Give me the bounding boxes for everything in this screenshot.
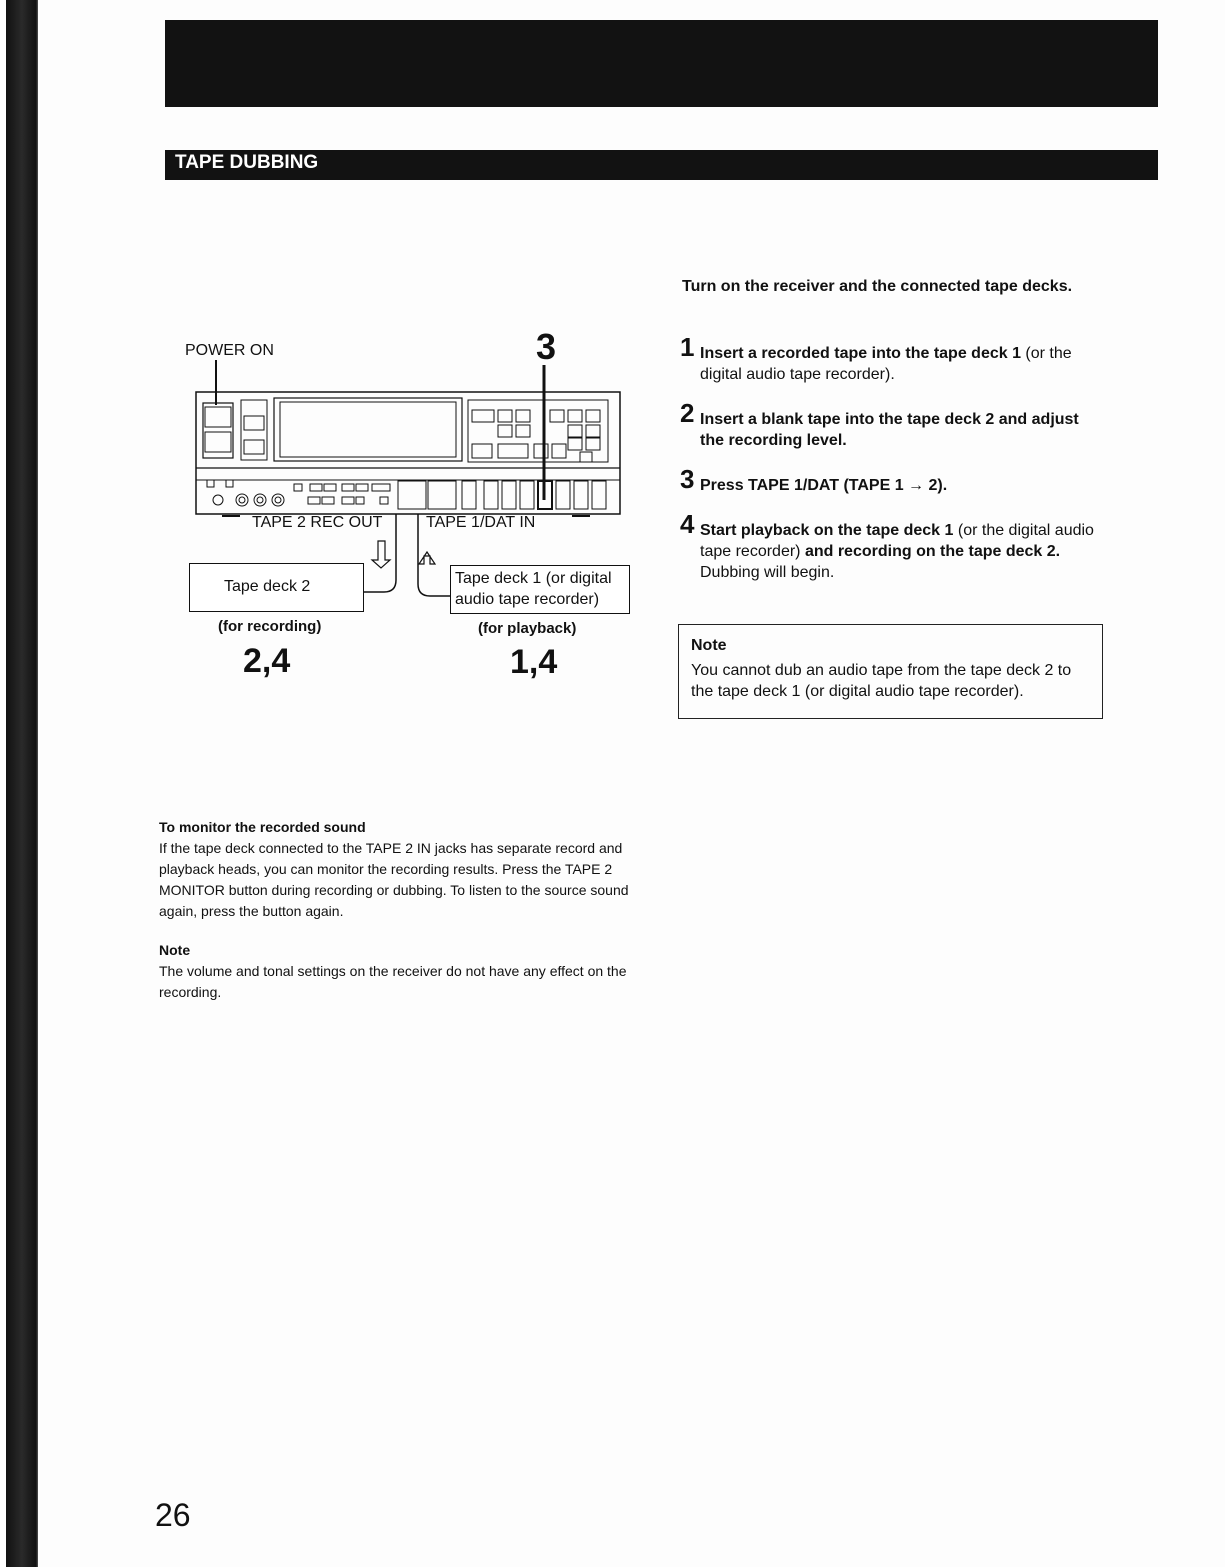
page-number: 26 bbox=[155, 1497, 191, 1533]
note-section bbox=[159, 940, 629, 1003]
step-4-normal-a: (or the digital audio tape recorder) bbox=[700, 522, 1094, 560]
step-3 bbox=[680, 464, 1100, 496]
tape-deck-2-label: Tape deck 2 bbox=[224, 578, 311, 595]
note-title: Note bbox=[159, 942, 191, 958]
tape-deck-1-label-line2: audio tape recorder) bbox=[455, 591, 600, 608]
step-1-bold: Insert a recorded tape into the tape deck 1 bbox=[700, 345, 1021, 362]
for-recording-label: (for recording) bbox=[218, 618, 322, 635]
step-1-normal: (or the digital audio tape recorder). bbox=[700, 345, 1072, 383]
intro-text: Turn on the receiver and the connected tape decks. bbox=[682, 278, 1073, 295]
step-marker-3: 3 bbox=[536, 326, 557, 367]
note-box-body: You cannot dub an audio tape from the tape deck 2 to the tape deck 1 (or digital audio tape recorder). bbox=[691, 662, 1072, 700]
note-box-title: Note bbox=[691, 637, 727, 654]
step-2 bbox=[680, 398, 1100, 451]
step-4-bold-b: and recording on the tape deck 2. bbox=[804, 543, 1061, 560]
step-1-number: 1 bbox=[680, 332, 695, 362]
monitor-body: If the tape deck connected to the TAPE 2 IN jacks has separate record and playback heads, you can monitor the recording results. Press the TAPE 2 MONITOR button during recording or dubbing. To listen to the source sound again, press the button again. bbox=[159, 840, 629, 919]
step-4 bbox=[680, 509, 1100, 583]
power-on-label: POWER ON bbox=[185, 342, 274, 359]
tape-deck-1-box bbox=[450, 565, 630, 614]
section-title: TAPE DUBBING bbox=[175, 152, 319, 173]
note-body: The volume and tonal settings on the receiver do not have any effect on the recording. bbox=[159, 963, 627, 1000]
step-2-bold: Insert a blank tape into the tape deck 2 and adjust the recording level. bbox=[700, 411, 1079, 449]
tape-deck-2-box bbox=[189, 563, 364, 612]
step-4-extra: Dubbing will begin. bbox=[700, 564, 835, 581]
monitor-section bbox=[159, 817, 649, 922]
steps-deck1: 1,4 bbox=[510, 643, 558, 681]
step-3-bold: Press TAPE 1/DAT (TAPE 1 → 2). bbox=[700, 477, 948, 494]
step-2-number: 2 bbox=[680, 398, 695, 428]
step-3-number: 3 bbox=[680, 464, 695, 494]
step-4-bold-a: Start playback on the tape deck 1 bbox=[700, 522, 954, 539]
step-4-number: 4 bbox=[680, 509, 695, 539]
tape-deck-1-label-line1: Tape deck 1 (or digital bbox=[455, 570, 612, 587]
note-box bbox=[678, 624, 1103, 719]
for-playback-label: (for playback) bbox=[478, 620, 577, 637]
steps-deck2: 2,4 bbox=[243, 642, 291, 680]
tape2-rec-out-label: TAPE 2 REC OUT bbox=[252, 514, 383, 531]
step-1 bbox=[680, 332, 1100, 385]
monitor-title: To monitor the recorded sound bbox=[159, 819, 366, 835]
tape1-dat-in-label: TAPE 1/DAT IN bbox=[426, 514, 536, 531]
